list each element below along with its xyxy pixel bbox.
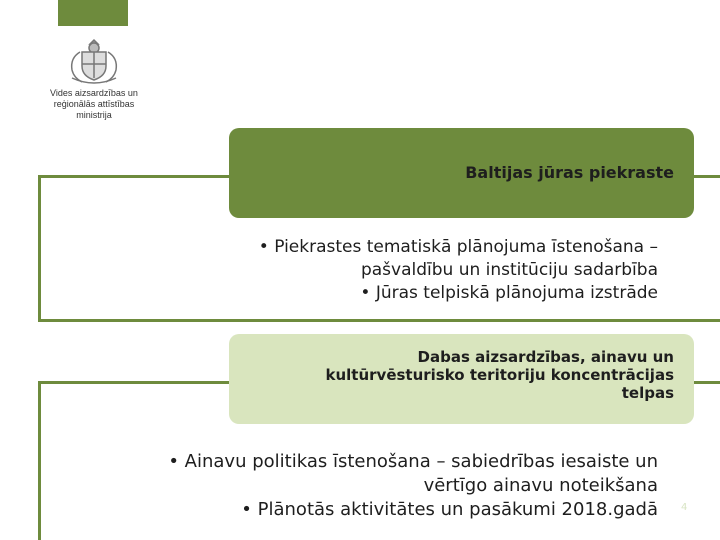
heading-line: kultūrvēsturisko teritoriju koncentrācijas bbox=[325, 366, 674, 384]
bullet-line: • Ainavu politikas īstenošana – sabiedrības iesaiste un bbox=[168, 451, 658, 472]
bullet-line: • Plānotās aktivitātes un pasākumi 2018.gadā bbox=[241, 499, 658, 520]
ministry-name-line: ministrija bbox=[76, 110, 112, 120]
ministry-logo bbox=[44, 34, 144, 124]
heading-line: telpas bbox=[621, 384, 674, 402]
coat-of-arms-icon bbox=[62, 34, 126, 86]
section1-heading-box bbox=[229, 128, 694, 218]
bullet-line: pašvaldību un institūciju sadarbība bbox=[360, 260, 658, 280]
section2-bullet-list bbox=[100, 450, 658, 522]
section2-heading bbox=[244, 348, 674, 402]
top-accent-bar bbox=[58, 0, 128, 26]
bullet-line: vērtīgo ainavu noteikšana bbox=[423, 475, 658, 496]
section1-heading: Baltijas jūras piekraste bbox=[465, 163, 674, 182]
page-number: 4 bbox=[681, 502, 688, 513]
ministry-name-line: reģionālās attīstības bbox=[53, 99, 135, 109]
section1-bullet-list bbox=[150, 236, 658, 305]
section2-heading-box bbox=[229, 334, 694, 424]
bullet-line: • Jūras telpiskā plānojuma izstrāde bbox=[360, 283, 658, 303]
bullet-line: • Piekrastes tematiskā plānojuma īstenošana – bbox=[258, 237, 658, 257]
heading-line: Dabas aizsardzības, ainavu un bbox=[417, 348, 674, 366]
ministry-name-line: Vides aizsardzības un bbox=[50, 88, 138, 98]
ministry-name bbox=[44, 88, 144, 121]
